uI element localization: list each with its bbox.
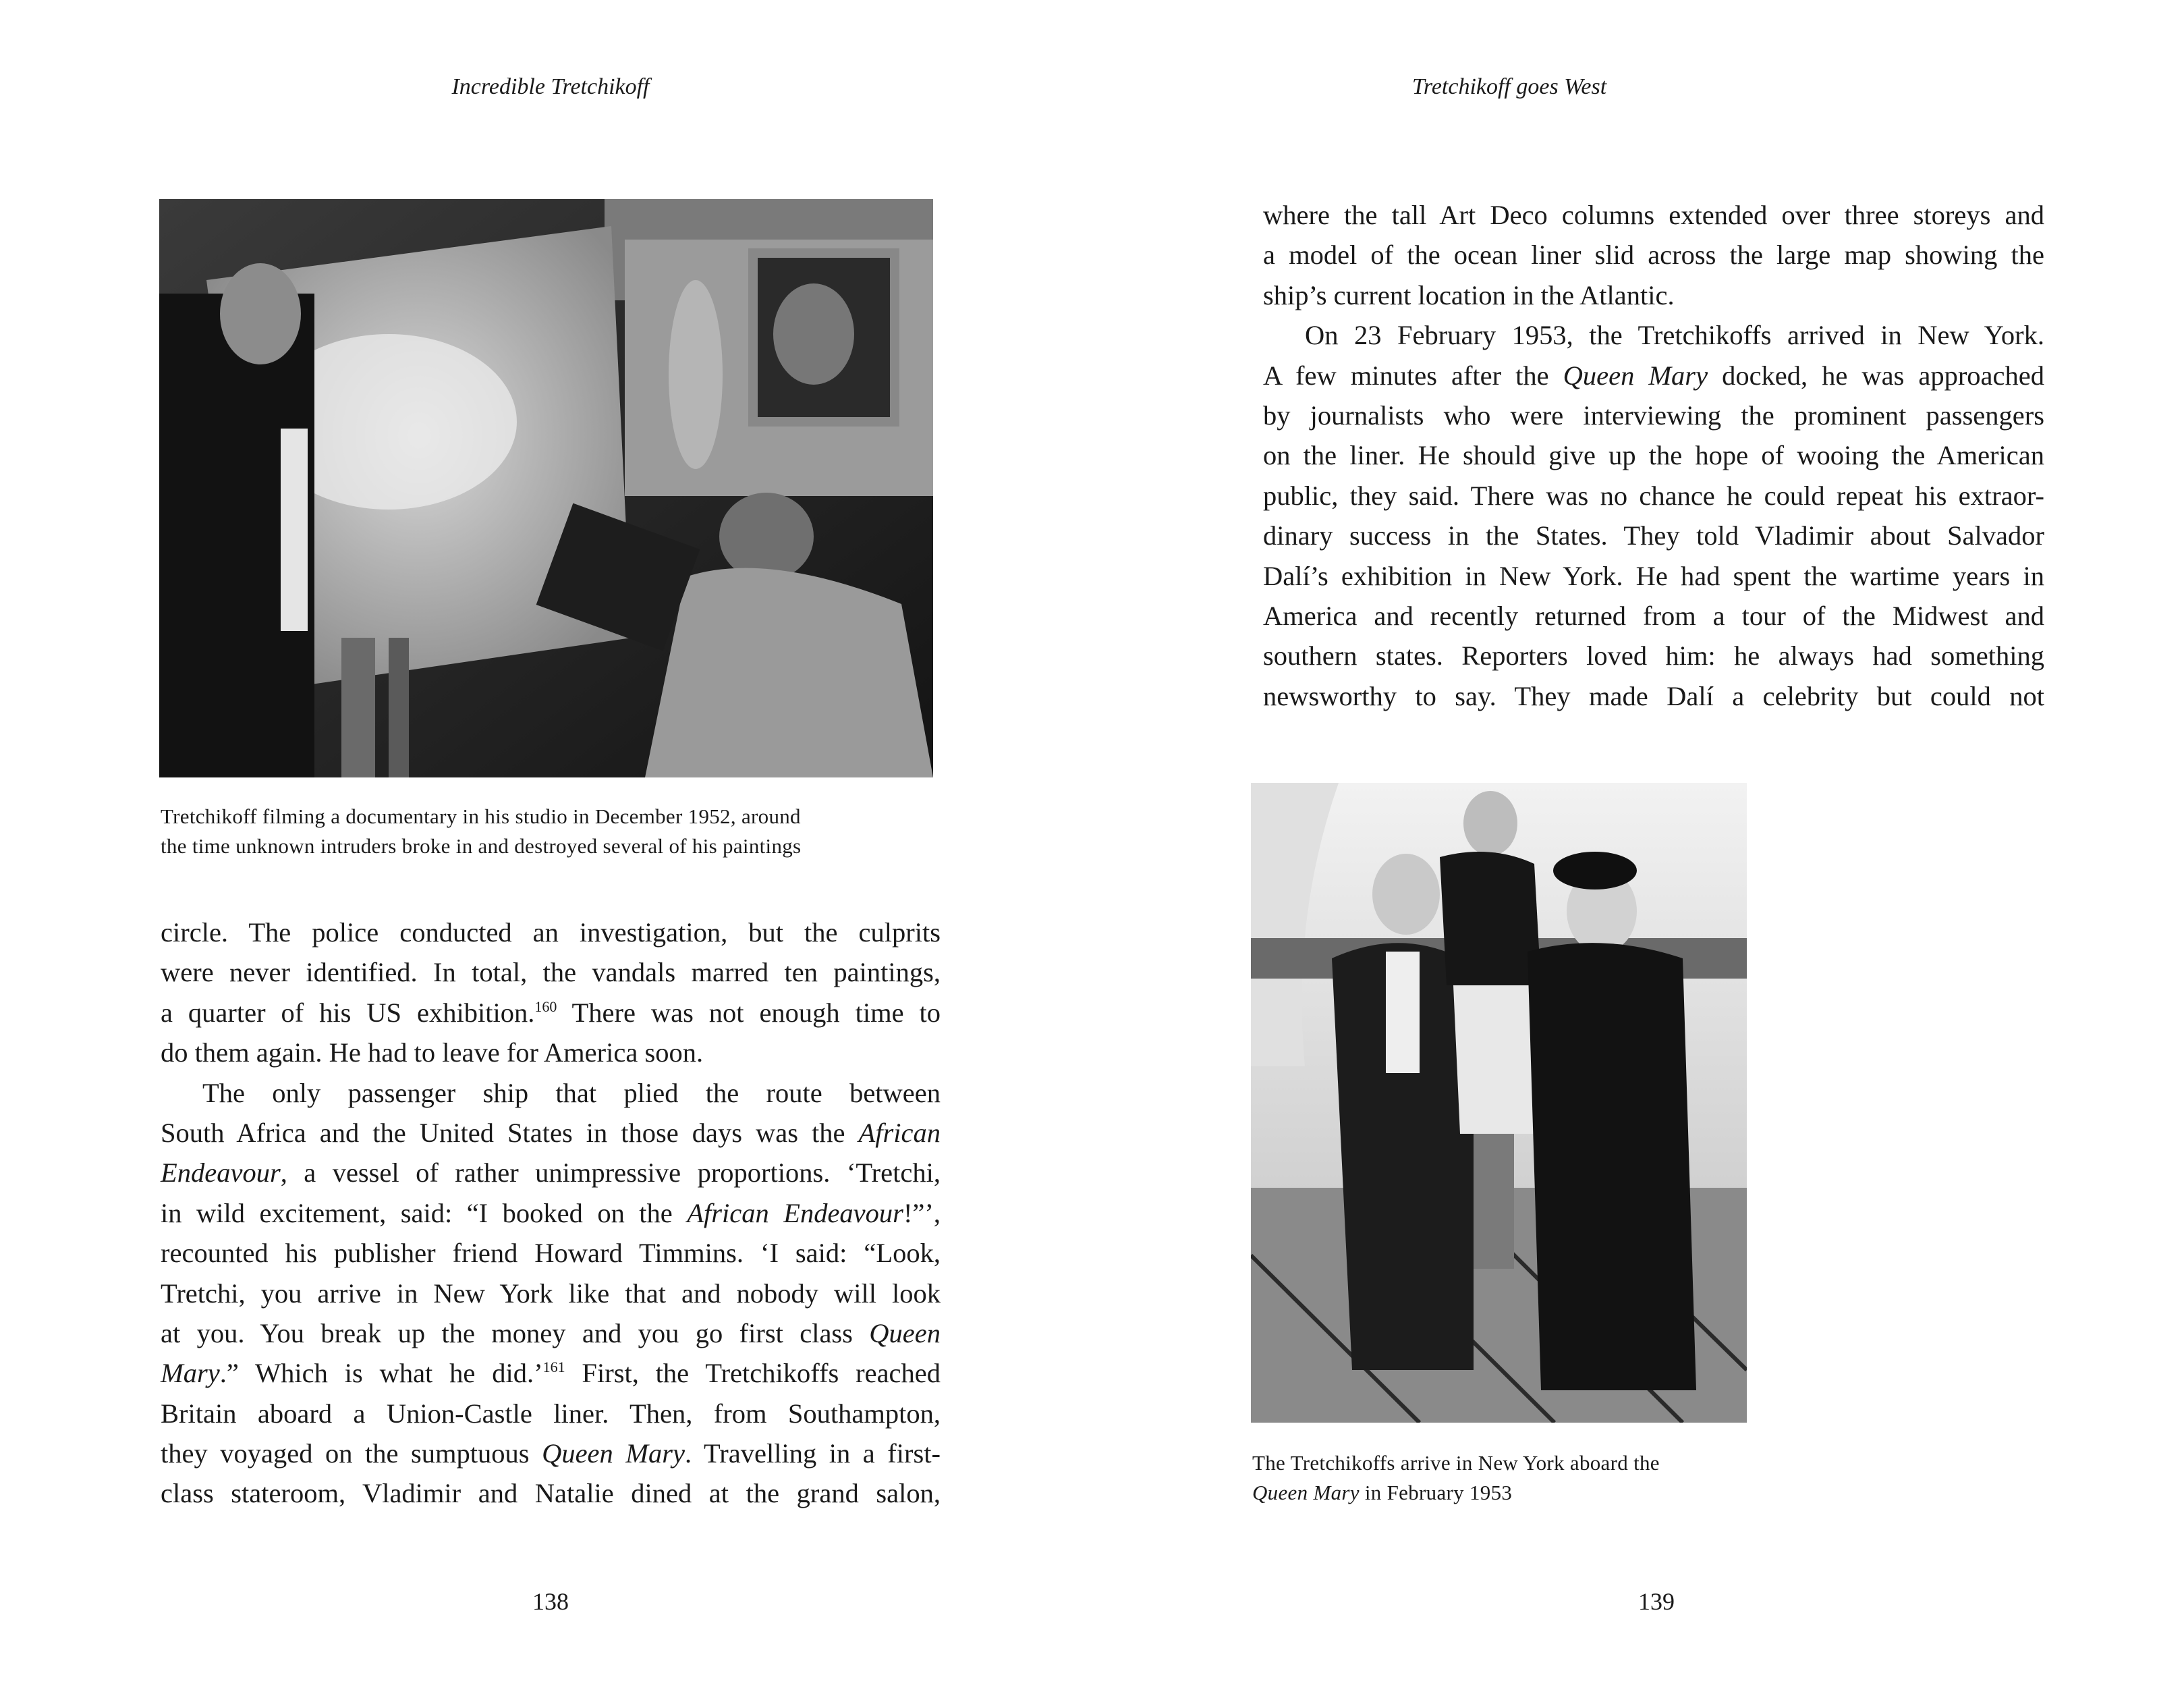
text-run: public, they said. There was no chance he could repeat his extraor- — [1263, 480, 2044, 511]
italic-title: Queen Mary — [1252, 1481, 1360, 1504]
text-run: by journalists who were interviewing the prominent passengers — [1263, 400, 2044, 431]
text-line — [1263, 275, 2044, 315]
text-line — [1263, 235, 2044, 275]
text-line — [161, 1153, 941, 1193]
text-line — [1263, 395, 2044, 435]
text-run: southern states. Reporters loved him: he always had something — [1263, 640, 2044, 672]
text-line — [1263, 516, 2044, 555]
text-run: . Travelling in a first- — [685, 1438, 941, 1469]
text-run: South Africa and the United States in those days was the — [161, 1117, 859, 1148]
text-line — [1263, 596, 2044, 636]
text-run: on the liner. He should give up the hope of wooing the American — [1263, 440, 2044, 471]
text-run: do them again. He had to leave for America soon. — [161, 1037, 704, 1068]
page-number: 139 — [1638, 1588, 1675, 1615]
text-run: a model of the ocean liner slid across the large map showing the — [1263, 240, 2044, 271]
text-line — [161, 1394, 941, 1433]
text-run: newsworthy to say. They made Dalí a celebrity but could not — [1263, 680, 2044, 711]
text-run: On 23 February 1953, the Tretchikoffs arrived in New York. — [1305, 320, 2044, 351]
text-run: A few minutes after the — [1263, 360, 1563, 391]
studio-photo-image — [159, 199, 933, 777]
arrival-photo-image — [1251, 783, 1747, 1423]
text-line — [161, 1073, 941, 1113]
text-run: circle. The police conducted an investigation, but the culprits — [161, 917, 941, 948]
text-run: a quarter of his US exhibition. — [161, 997, 535, 1028]
text-run: America and recently returned from a tour of the Midwest and — [1263, 600, 2044, 631]
body-text — [1263, 195, 2044, 716]
body-text — [161, 912, 941, 1514]
text-line — [161, 1033, 941, 1072]
text-run: in wild excitement, said: “I booked on the — [161, 1197, 688, 1228]
text-run: docked, he was approached — [1708, 360, 2044, 391]
running-head: Tretchikoff goes West — [1411, 74, 1607, 99]
text-line — [1263, 556, 2044, 596]
text-line — [1263, 195, 2044, 235]
text-line — [161, 1433, 941, 1473]
text-run: class stateroom, Vladimir and Natalie dined at the grand salon, — [161, 1478, 941, 1509]
text-run: at you. You break up the money and you go first class — [161, 1317, 870, 1348]
text-line — [1263, 636, 2044, 676]
text-line — [1263, 356, 2044, 395]
text-run: Tretchi, you arrive in New York like that and nobody will look — [161, 1278, 941, 1309]
text-run: where the tall Art Deco columns extended over three storeys and — [1263, 200, 2044, 230]
text-run: !”’, — [903, 1197, 941, 1228]
photo-caption — [161, 802, 943, 861]
text-run: recounted his publisher friend Howard Timmins. ‘I said: “Look, — [161, 1238, 941, 1269]
text-run: in February 1953 — [1359, 1481, 1513, 1504]
text-line — [161, 1473, 941, 1513]
caption-line — [1252, 1448, 1752, 1478]
text-line — [161, 952, 941, 992]
text-line — [161, 1233, 941, 1273]
text-run: .” Which is what he did.’ — [219, 1358, 543, 1389]
text-line — [161, 1274, 941, 1313]
text-run: Britain aboard a Union-Castle liner. Then, from Southampton, — [161, 1398, 941, 1429]
text-run: The only passenger ship that plied the route between — [202, 1077, 941, 1108]
text-run: were never identified. In total, the vandals marred ten paintings, — [161, 957, 941, 988]
italic-title: Endeavour — [161, 1157, 281, 1188]
text-run: Dalí’s exhibition in New York. He had spent the wartime years in — [1263, 560, 2044, 591]
text-line — [1263, 476, 2044, 516]
page-number: 138 — [532, 1588, 569, 1615]
text-run: First, the Tretchikoffs reached — [565, 1358, 941, 1389]
text-line — [161, 1193, 941, 1233]
studio-photo — [159, 199, 933, 777]
text-run: they voyaged on the sumptuous — [161, 1438, 542, 1469]
italic-title: Queen Mary — [542, 1438, 685, 1469]
italic-title: Queen — [869, 1317, 941, 1348]
italic-title: Queen Mary — [1563, 360, 1708, 391]
italic-title: African — [858, 1117, 941, 1148]
text-run: There was not enough time to — [557, 997, 941, 1028]
text-line — [1263, 315, 2044, 355]
italic-title: Mary — [161, 1358, 220, 1389]
text-run: ship’s current location in the Atlantic. — [1263, 279, 1675, 310]
text-run: , a vessel of rather unimpressive proportions. ‘Tretchi, — [280, 1157, 941, 1188]
text-run: The Tretchikoffs arrive in New York aboard the — [1252, 1451, 1660, 1475]
text-line — [1263, 435, 2044, 475]
running-head: Incredible Tretchikoff — [451, 74, 650, 99]
footnote-ref[interactable]: 161 — [542, 1359, 565, 1376]
text-run: dinary success in the States. They told Vladimir about Salvador — [1263, 520, 2044, 551]
caption-line — [1252, 1478, 1752, 1508]
text-line — [161, 1113, 941, 1153]
text-line — [161, 993, 941, 1033]
caption-line: the time unknown intruders broke in and destroyed several of his paintings — [161, 834, 802, 858]
text-line — [161, 1313, 941, 1353]
arrival-photo — [1251, 783, 1747, 1423]
text-line — [1263, 676, 2044, 716]
photo-caption — [1252, 1448, 1752, 1508]
caption-line: Tretchikoff filming a documentary in his studio in December 1952, around — [161, 804, 801, 828]
footnote-ref[interactable]: 160 — [534, 997, 557, 1015]
text-line — [161, 912, 941, 952]
right-page — [1092, 0, 2184, 1698]
text-line — [161, 1353, 941, 1393]
italic-title: African Endeavour — [687, 1197, 903, 1228]
